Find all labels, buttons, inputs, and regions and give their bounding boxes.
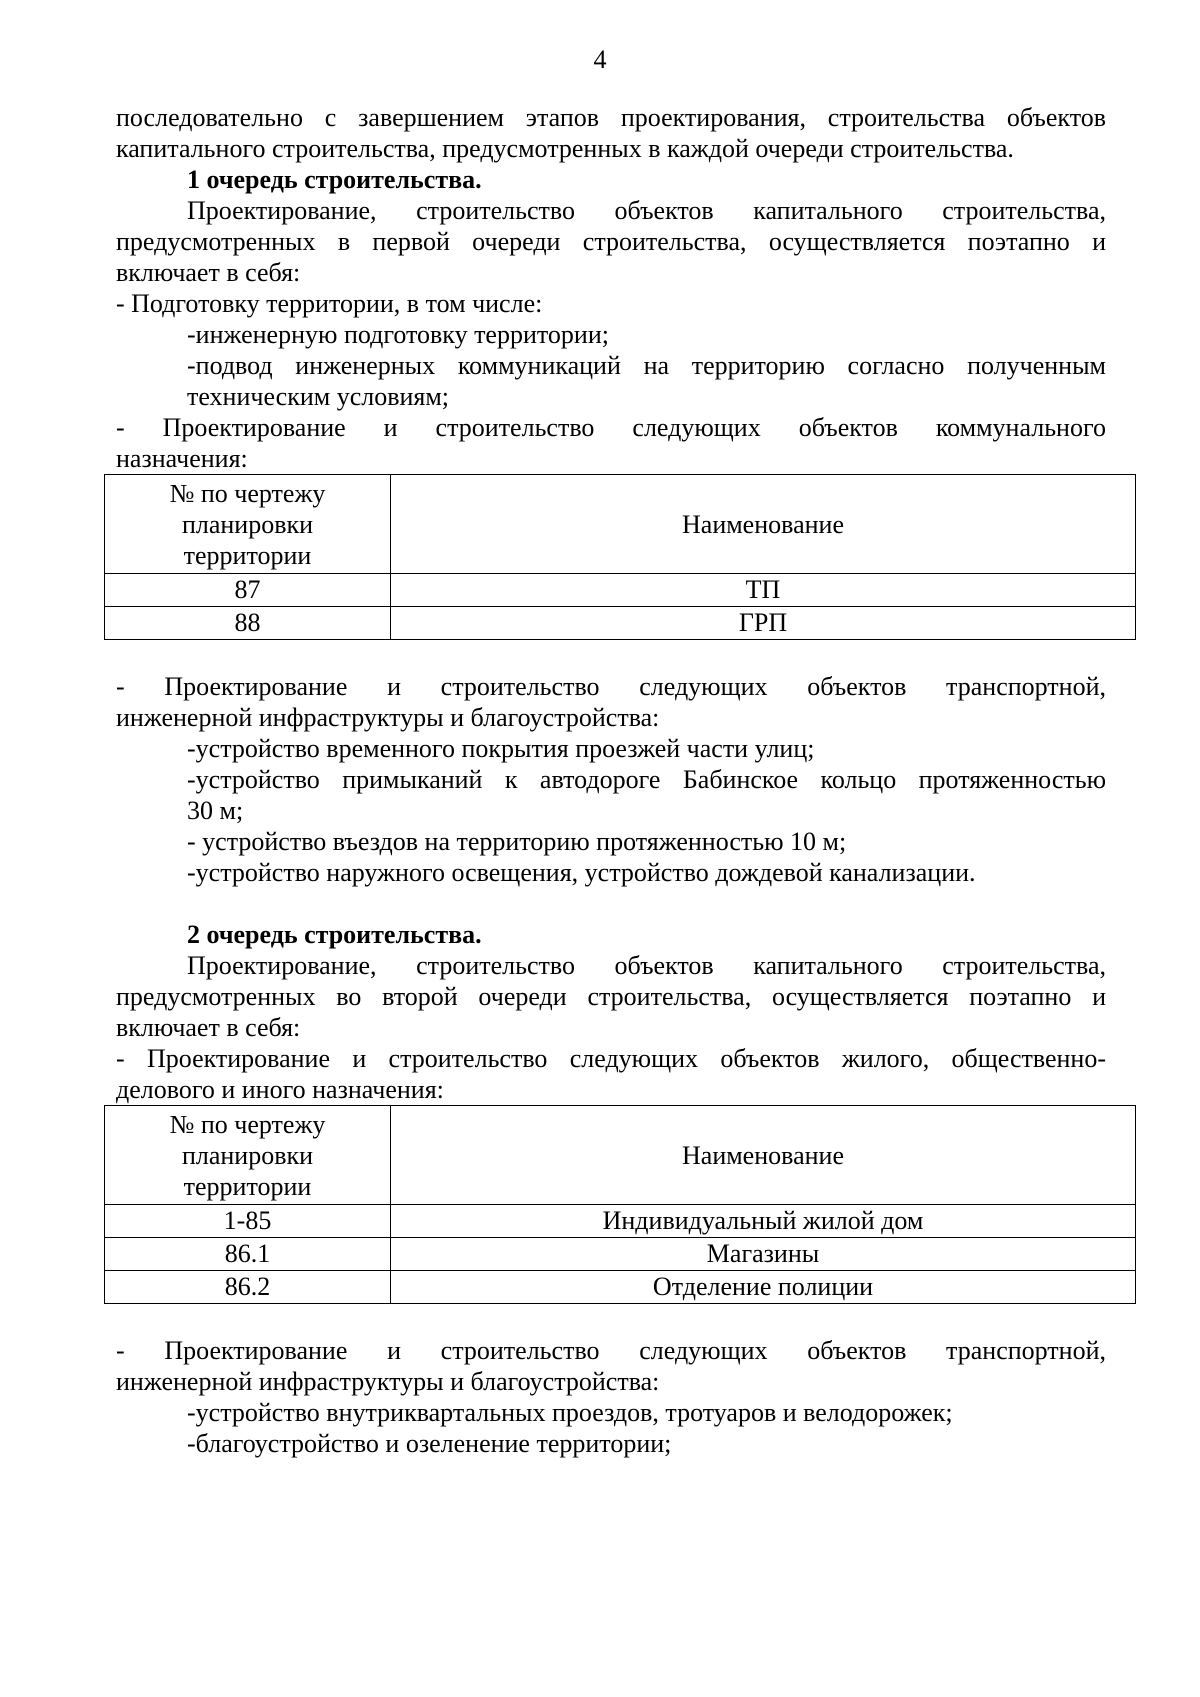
stage2-transport-line-1: - Проектирование и строительство следующих объектов транспортной, [116, 1336, 1106, 1365]
header-number-line-1: № по чертежу [169, 478, 326, 508]
header-number-line-2: планировки [181, 1140, 314, 1170]
stage1-prep-item-3: техническим условиям; [187, 382, 450, 411]
stage1-prep-item-2: -подвод инженерных коммуникаций на территорию согласно полученным [187, 351, 1106, 380]
stage2-table [104, 1105, 1136, 1304]
stage2-transport-line-2: инженерной инфраструктуры и благоустройства: [116, 1367, 660, 1396]
stage2-para-line-3: включает в себя: [116, 1013, 301, 1042]
stage1-para-line-2: предусмотренных в первой очереди строительства, осуществляется поэтапно и [116, 227, 1106, 256]
header-number-line-2: планировки [181, 509, 314, 539]
intro-line-1: последовательно с завершением этапов проектирования, строительства объектов [116, 103, 1106, 132]
stage1-para-line-1: Проектирование, строительство объектов капитального строительства, [187, 196, 1106, 225]
stage1-prep-item-1: -инженерную подготовку территории; [187, 320, 609, 349]
row-number-cell: 88 [105, 607, 391, 640]
stage2-residential-line-2: делового и иного назначения: [116, 1075, 444, 1104]
header-name-cell: Наименование [391, 475, 1136, 574]
stage1-para-line-3: включает в себя: [116, 258, 301, 287]
row-number-cell: 86.2 [105, 1271, 391, 1304]
row-name-cell: Индивидуальный жилой дом [391, 1205, 1136, 1238]
table-row [105, 1238, 1136, 1271]
row-name-cell: Магазины [391, 1238, 1136, 1271]
stage1-utility-line-1: - Проектирование и строительство следующих объектов коммунального [116, 413, 1106, 442]
header-number-line-1: № по чертежу [169, 1109, 326, 1139]
stage1-transport-item-1: -устройство временного покрытия проезжей части улиц; [187, 734, 815, 763]
stage1-prep: - Подготовку территории, в том числе: [116, 289, 543, 318]
intro-line-2: капитального строительства, предусмотренных в каждой очереди строительства. [116, 134, 1014, 163]
stage2-transport-item-2: -благоустройство и озеленение территории; [187, 1429, 672, 1458]
header-number-cell [105, 475, 391, 574]
table-row [105, 607, 1136, 640]
row-number-cell: 87 [105, 574, 391, 607]
table-row [105, 1271, 1136, 1304]
stage2-residential-line-1: - Проектирование и строительство следующих объектов жилого, общественно- [116, 1044, 1106, 1073]
stage1-utility-line-2: назначения: [116, 444, 248, 473]
row-number-cell: 1-85 [105, 1205, 391, 1238]
header-number-cell [105, 1106, 391, 1205]
table-header-row [105, 475, 1136, 574]
stage1-table [104, 474, 1136, 640]
spacer [116, 888, 1106, 919]
stage2-para-line-1: Проектирование, строительство объектов капитального строительства, [187, 951, 1106, 980]
row-name-cell: Отделение полиции [391, 1271, 1136, 1304]
spacer [116, 640, 1106, 671]
header-number-line-3: территории [183, 1171, 312, 1201]
stage1-transport-line-2: инженерной инфраструктуры и благоустройства: [116, 703, 660, 732]
table-row [105, 1205, 1136, 1238]
stage2-transport-item-1: -устройство внутриквартальных проездов, тротуаров и велодорожек; [187, 1398, 953, 1427]
table-header-row [105, 1106, 1136, 1205]
stage1-transport-line-1: - Проектирование и строительство следующих объектов транспортной, [116, 672, 1106, 701]
stage1-transport-item-2: -устройство примыканий к автодороге Бабинское кольцо протяженностью [187, 765, 1106, 794]
row-name-cell: ТП [391, 574, 1136, 607]
row-number-cell: 86.1 [105, 1238, 391, 1271]
stage1-transport-item-3: 30 м; [187, 796, 244, 825]
stage2-para-line-2: предусмотренных во второй очереди строительства, осуществляется поэтапно и [116, 982, 1106, 1011]
row-name-cell: ГРП [391, 607, 1136, 640]
header-number-line-3: территории [183, 540, 312, 570]
header-name-cell: Наименование [391, 1106, 1136, 1205]
stage2-heading: 2 очередь строительства. [187, 920, 482, 949]
stage1-heading: 1 очередь строительства. [187, 165, 482, 194]
stage1-transport-item-5: -устройство наружного освещения, устройство дождевой канализации. [187, 858, 976, 887]
table-row [105, 574, 1136, 607]
page-number: 4 [593, 45, 607, 74]
spacer [116, 1304, 1106, 1335]
stage1-transport-item-4: - устройство въездов на территорию протяженностью 10 м; [187, 827, 847, 856]
document-body [116, 102, 1106, 1459]
